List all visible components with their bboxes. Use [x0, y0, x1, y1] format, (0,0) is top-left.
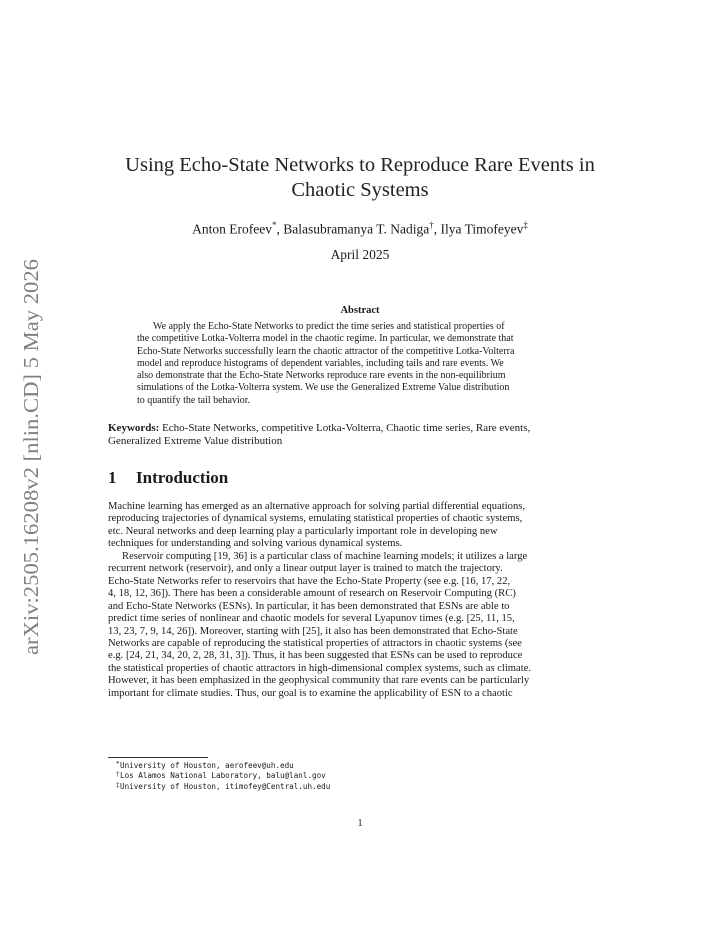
body-line: predict time series of nonlinear and chaotic models for several Lyapunov times (e.g. [25, 11, 15,	[108, 613, 515, 625]
footnote-mark: †	[116, 770, 120, 779]
arxiv-identifier-stamp	[8, 255, 52, 655]
abstract-body	[137, 321, 583, 407]
keywords-text: Echo-State Networks, competitive Lotka-Volterra, Chaotic time series, Rare events,	[159, 422, 531, 434]
abstract-line: simulations of the Lotka-Volterra system. We use the Generalized Extreme Value distribution	[137, 382, 510, 394]
body-line: Machine learning has emerged as an alternative approach for solving partial differential equations,	[108, 501, 526, 512]
body-line: the statistical properties of chaotic attractors in high-dimensional complex systems, such as climate.	[108, 662, 532, 674]
abstract-line: Echo-State Networks successfully learn the chaotic attractor of the competitive Lotka-Volterra	[137, 345, 515, 357]
abstract-line: also demonstrate that the Echo-State Networks reproduce rare events in the non-equilibrium	[137, 370, 506, 382]
paper-title	[100, 153, 620, 203]
abstract-line: We apply the Echo-State Networks to predict the time series and statistical properties of	[153, 321, 505, 332]
body-line: Echo-State Networks refer to reservoirs that have the Echo-State Property (see e.g. [16, 17, 22,	[108, 575, 511, 587]
title-line-2: Chaotic Systems	[291, 179, 429, 201]
footnote-text: University of Houston, aerofeev@uh.edu	[120, 761, 294, 770]
publication-date: April 2025	[330, 247, 390, 262]
author-name: Anton Erofeev	[192, 221, 272, 237]
footnote-rule	[108, 757, 208, 758]
body-line: e.g. [24, 21, 34, 20, 2, 28, 31, 3]). Thus, it has been suggested that ESNs can be used to reproduce	[108, 650, 523, 662]
author-name: Ilya Timofeyev	[440, 221, 524, 237]
body-line: However, it has been emphasized in the geophysical community that rare events can be particularly	[108, 675, 530, 687]
introduction-body	[108, 501, 611, 700]
author-affiliation-mark: ‡	[523, 220, 528, 230]
author-affiliation-mark: *	[271, 220, 277, 230]
arxiv-stamp-text: arXiv:2505.16208v2 [nlin.CD] 5 May 2026	[19, 287, 43, 655]
footnote-item	[116, 770, 330, 781]
keywords-text: Generalized Extreme Value distribution	[108, 435, 283, 447]
keywords-label: Keywords:	[108, 422, 160, 434]
section-heading	[108, 468, 228, 488]
title-line-1: Using Echo-State Networks to Reproduce Rare Events in	[125, 154, 595, 176]
abstract-heading: Abstract	[340, 305, 380, 316]
page-number: 1	[357, 818, 363, 829]
footnotes	[116, 760, 331, 792]
body-line: and Echo-State Networks (ESNs). In particular, it has been demonstrated that ESNs are able to	[108, 600, 510, 612]
footnote-item	[116, 760, 330, 771]
author-list: Anton Erofeev*, Balasubramanya T. Nadiga†, Ilya Timofeyev‡	[192, 220, 528, 237]
footnote-text: Los Alamos National Laboratory, balu@lanl.gov	[120, 771, 326, 781]
body-line: 4, 18, 12, 36]). There has been a considerable amount of research on Reservoir Computing (RC)	[108, 588, 516, 600]
body-line: important for climate studies. Thus, our goal is to examine the applicability of ESN to a chaotic	[108, 687, 513, 699]
abstract-line: model and reproduce histograms of dependent variables, including tails and rare events. We	[137, 357, 504, 369]
body-line: Reservoir computing [19, 36] is a particular class of machine learning models; it utilizes a large	[122, 550, 528, 562]
body-line: recurrent network (reservoir), and only a linear output layer is trained to match the trajectory.	[108, 563, 503, 575]
footnote-text: University of Houston, itimofey@Central.uh.edu	[120, 781, 331, 791]
section-title: Introduction	[136, 468, 229, 487]
body-line: etc. Neural networks and deep learning play a particularly important role in developing new	[108, 525, 498, 537]
abstract-line: the competitive Lotka-Volterra model in the chaotic regime. In particular, we demonstrate that	[137, 333, 514, 345]
footnote-item	[116, 780, 331, 792]
body-line: reproducing trajectories of dynamical systems, emulating statistical properties of chaotic systems,	[108, 513, 523, 525]
author-name: Balasubramanya T. Nadiga	[283, 221, 430, 237]
keywords	[108, 422, 611, 448]
section-number: 1	[108, 468, 117, 487]
footnote-mark: *	[116, 760, 120, 768]
footnote-mark: ‡	[116, 780, 120, 789]
body-line: Networks are capable of reproducing the statistical properties of attractors in chaotic systems (see	[108, 637, 522, 649]
abstract-line: to quantify the tail behavior.	[137, 394, 251, 406]
body-line: techniques for understanding and solving various dynamical systems.	[108, 538, 403, 550]
body-line: 13, 23, 7, 9, 14, 26]). Moreover, starting with [25], it also has been demonstrated that Echo-State	[108, 625, 518, 637]
author-affiliation-mark: †	[429, 220, 434, 230]
